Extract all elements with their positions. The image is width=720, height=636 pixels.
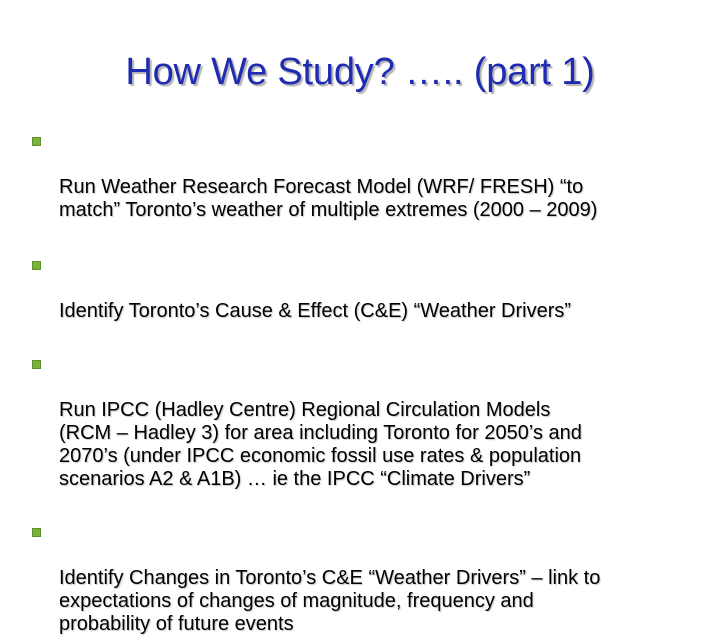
square-bullet-icon <box>32 137 41 146</box>
bullet-text: Run IPCC (Hadley Centre) Regional Circulation Models (RCM – Hadley 3) for area including Toronto for 2050’s and 2070’s (under IPCC economic fossil use rates & population scenarios A2 & A1B) … ie the IPCC “Climate Drivers” <box>59 399 582 490</box>
square-bullet-icon <box>32 528 41 537</box>
bullet-text: Identify Changes in Toronto’s C&E “Weather Drivers” – link to expectations of changes of magnitude, frequency and probability of future events <box>59 567 601 635</box>
square-bullet-icon <box>32 261 41 270</box>
square-bullet-icon <box>32 360 41 369</box>
bullet-text: Identify Toronto’s Cause & Effect (C&E) “Weather Drivers” <box>59 300 572 322</box>
bullet-list <box>32 130 720 636</box>
bullet-text: Run Weather Research Forecast Model (WRF/ FRESH) “to match” Toronto’s weather of multiple extremes (2000 – 2009) <box>59 176 598 221</box>
bullet-item <box>32 353 720 491</box>
bullet-item <box>32 521 720 636</box>
slide-title: How We Study? ….. (part 1) <box>125 51 595 93</box>
bullet-item <box>32 130 720 222</box>
bullet-item <box>32 254 720 323</box>
